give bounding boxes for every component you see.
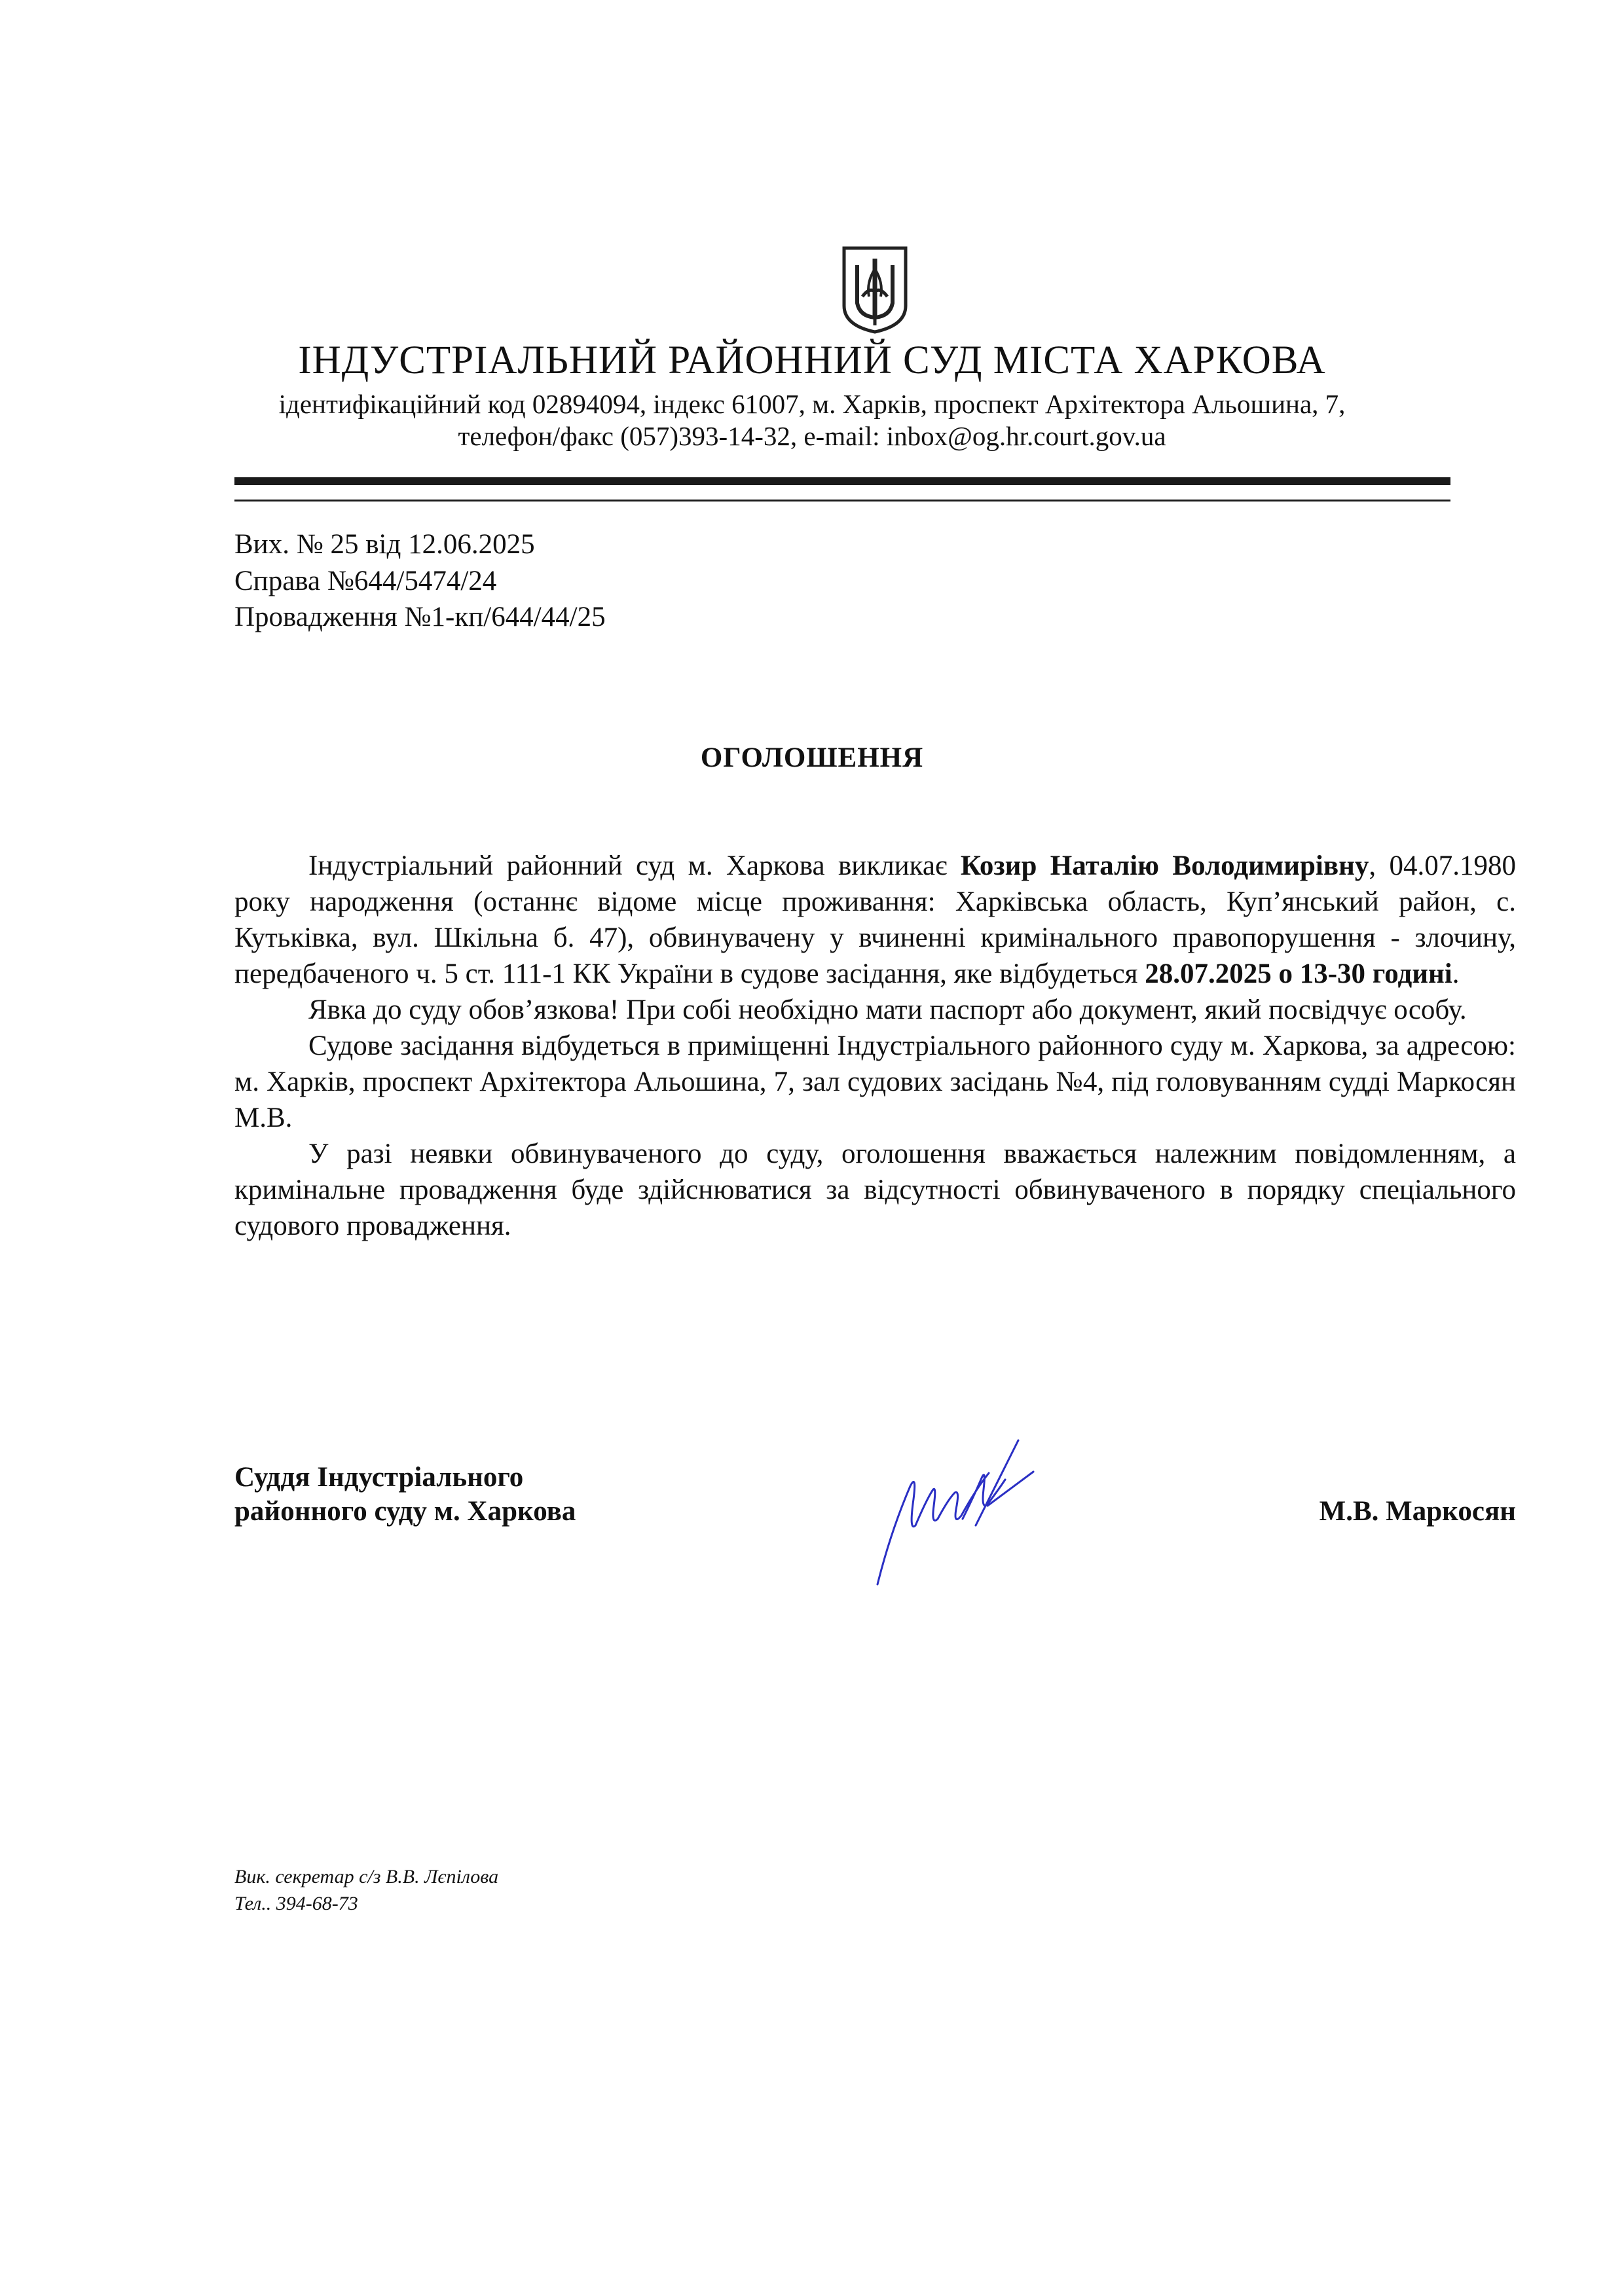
handwritten-signature — [864, 1427, 1061, 1597]
accused-name: Козир Наталію Володимирівну — [960, 850, 1369, 881]
document-title: ОГОЛОШЕННЯ — [700, 742, 924, 773]
header-divider-thin — [234, 500, 1450, 501]
executor-note: Вик. секретар с/з В.В. Лєпілова — [234, 1866, 499, 1887]
header-divider-thick — [234, 477, 1450, 485]
paragraph-attendance: Явка до суду обов’язкова! При собі необхідно мати паспорт або документ, який посвідчує особу. — [308, 994, 1467, 1025]
summons-text-end: . — [1452, 958, 1460, 989]
summons-text-start: Індустріальний районний суд м. Харкова викликає — [308, 850, 961, 881]
outgoing-number: Вих. № 25 від 12.06.2025 — [234, 529, 535, 560]
coat-of-arms-icon — [840, 246, 910, 335]
judge-title-line-1: Суддя Індустріального — [234, 1462, 524, 1493]
judge-title-line-2: районного суду м. Харкова — [234, 1496, 576, 1527]
summons-text-middle: , 04.07.1980 року народження (останнє відоме місце проживання: Харківська область, Куп’янський район, с. Кутьківка, вул. Шкільна б. 47), обвинувачену у вчиненні кримінального правопорушення - злочину, передбаченого ч. 5 ст. 111-1 КК України в судове засідання, яке відбудеться — [234, 850, 1517, 989]
paragraph-venue: Судове засідання відбудеться в приміщенні Індустріального районного суду м. Харкова, за адресою: м. Харків, проспект Архітектора Альошина, 7, зал судових засідань №4, під головуванням судді Маркосян М.В. — [234, 1030, 1516, 1133]
court-contact-address: ідентифікаційний код 02894094, індекс 61007, м. Харків, проспект Архітектора Альошина, 7, — [278, 389, 1346, 419]
executor-phone: Тел.. 394-68-73 — [234, 1893, 358, 1914]
paragraph-consequences: У разі неявки обвинуваченого до суду, оголошення вважається належним повідомленням, а кримінальне провадження буде здійснюватися за відсутності обвинуваченого в порядку спеціального судового провадження. — [234, 1139, 1516, 1241]
case-number: Справа №644/5474/24 — [234, 566, 497, 596]
proceeding-number: Провадження №1-кп/644/44/25 — [234, 602, 606, 632]
judge-name: М.В. Маркосян — [1319, 1496, 1516, 1527]
paragraph-summons — [234, 848, 1516, 992]
court-name: ІНДУСТРІАЛЬНИЙ РАЙОННИЙ СУД МІСТА ХАРКОВА — [298, 338, 1326, 382]
court-contact-phone-email: телефон/факс (057)393-14-32, e-mail: inbox@og.hr.court.gov.ua — [458, 421, 1166, 451]
announcement-body — [234, 848, 1516, 1244]
hearing-datetime: 28.07.2025 о 13-30 годині — [1145, 958, 1452, 989]
